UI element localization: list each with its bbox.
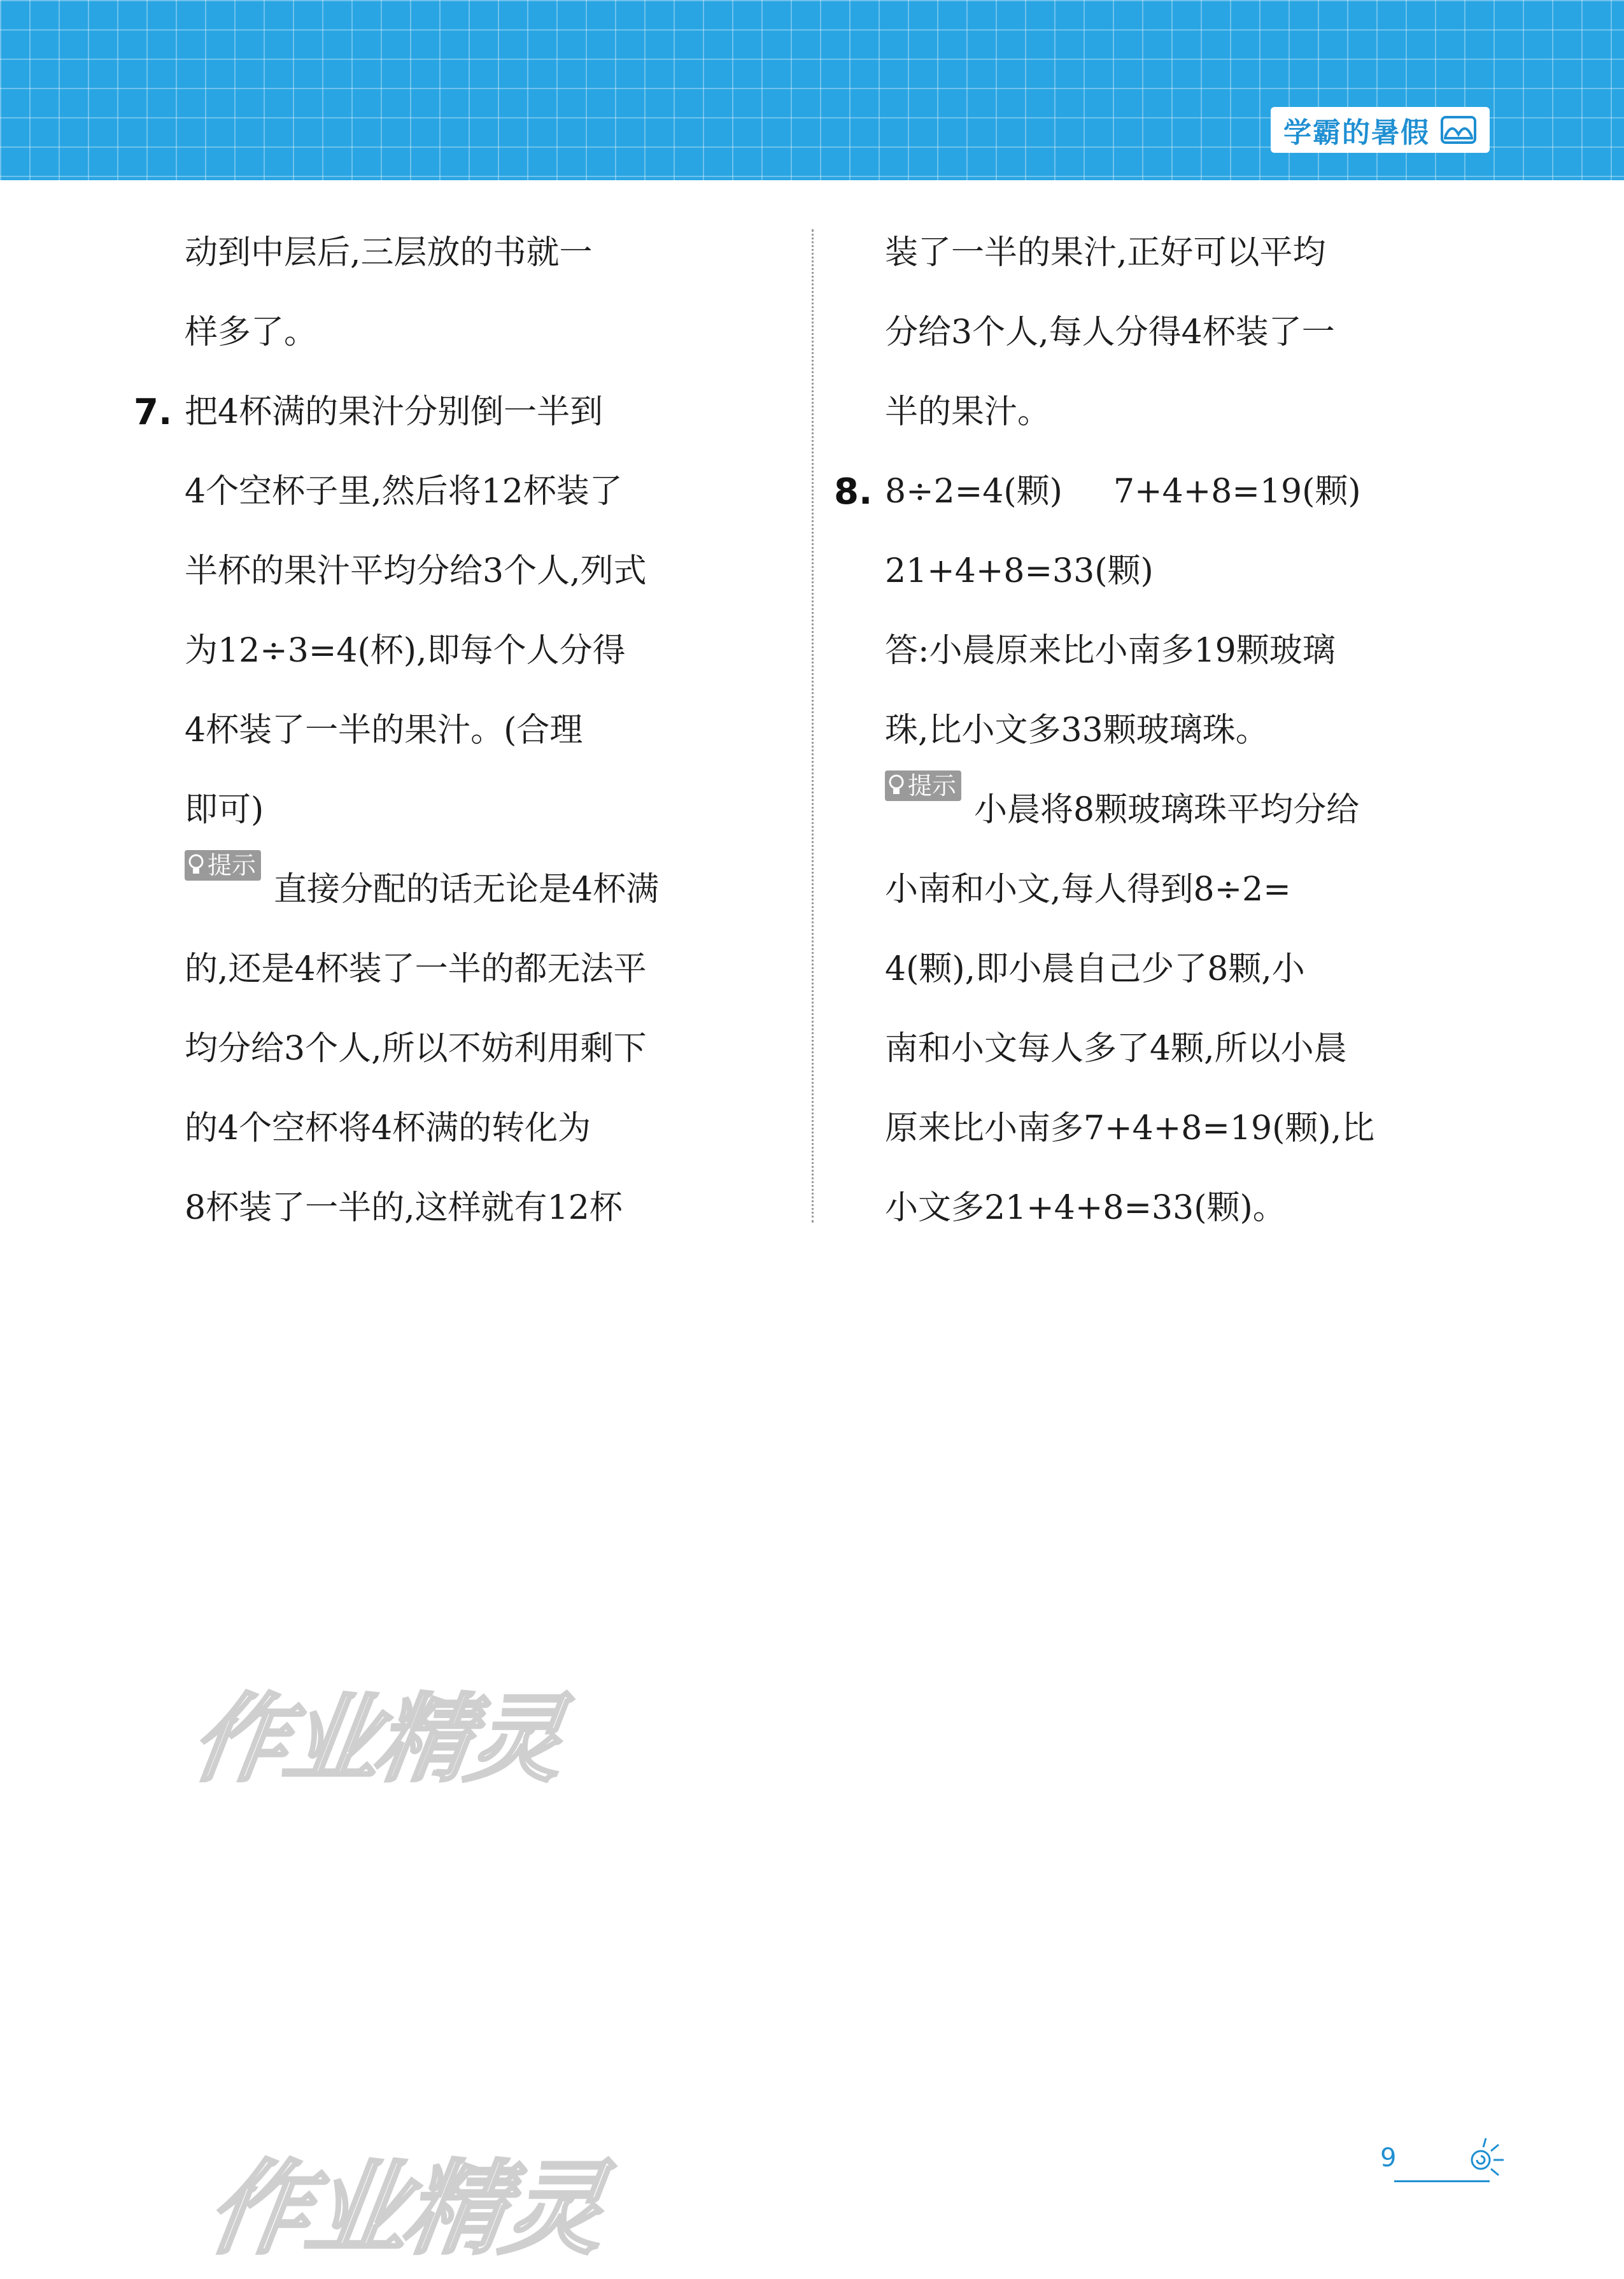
hint-text: 直接分配的话无论是4杯满 [274,870,660,909]
text-line: 样多了。 [185,313,318,351]
text-line: 半的果汁。 [885,393,1051,431]
book-icon [1440,115,1477,145]
lightbulb-icon [187,853,205,877]
lightbulb-icon [887,774,905,798]
text-line: 原来比小南多7+4+8=19(颗),比 [885,1109,1375,1147]
hint-badge [885,770,961,801]
header-banner [0,0,1624,180]
text-line: 4(颗),即小晨自己少了8颗,小 [885,950,1305,988]
text-line: 即可) [185,791,264,829]
answer-line: 珠,比小文多33颗玻璃珠。 [885,711,1269,749]
text-line: 4个空杯子里,然后将12杯装了 [185,472,623,511]
question-8 [834,452,1490,1248]
text-line: 半杯的果汁平均分给3个人,列式 [185,552,647,590]
equation: 8÷2=4(颗) [885,472,1063,511]
equation: 21+4+8=33(颗) [885,552,1154,590]
hint-label: 提示 [208,851,257,879]
sun-icon [1458,2133,1509,2184]
left-column [134,213,789,1248]
watermark: 作业精灵 [185,1684,568,1795]
right-column [834,213,1490,1248]
equation-line [885,452,1490,532]
question-number: 7. [134,392,173,433]
equation: 7+4+8=19(颗) [1113,472,1361,511]
text-line: 分给3个人,每人分得4杯装了一 [885,313,1335,351]
question-7 [134,373,789,1248]
hint-text: 小晨将8颗玻璃珠平均分给 [974,791,1360,829]
text-line: 南和小文每人多了4颗,所以小晨 [885,1030,1347,1068]
text-line: 小文多21+4+8=33(颗)。 [885,1189,1286,1227]
text-line: 均分给3个人,所以不妨利用剩下 [185,1030,647,1068]
column-divider [812,229,814,1223]
text-line: 把4杯满的果汁分别倒一半到 [185,393,604,431]
page-number: 9 [1380,2143,1397,2173]
text-line: 装了一半的果汁,正好可以平均 [885,234,1326,272]
text-line: 为12÷3=4(杯),即每个人分得 [185,632,626,670]
text-line: 的,还是4杯装了一半的都无法平 [185,950,647,988]
watermark: 作业精灵 [200,2149,610,2268]
text-line: 4杯装了一半的果汁。(合理 [185,711,583,749]
question-number: 8. [834,471,873,513]
brand-title: 学霸的暑假 [1283,117,1430,149]
hint-badge [185,850,261,881]
answer-line: 答:小晨原来比小南多19颗玻璃 [885,632,1336,670]
brand-badge [1271,107,1490,153]
text-line: 小南和小文,每人得到8÷2= [885,870,1291,909]
text-line: 的4个空杯将4杯满的转化为 [185,1109,591,1147]
text-line: 8杯装了一半的,这样就有12杯 [185,1189,623,1227]
text-line: 动到中层后,三层放的书就一 [185,234,593,272]
hint-label: 提示 [908,772,957,800]
hint-line [185,850,789,930]
hint-line [885,770,1490,850]
